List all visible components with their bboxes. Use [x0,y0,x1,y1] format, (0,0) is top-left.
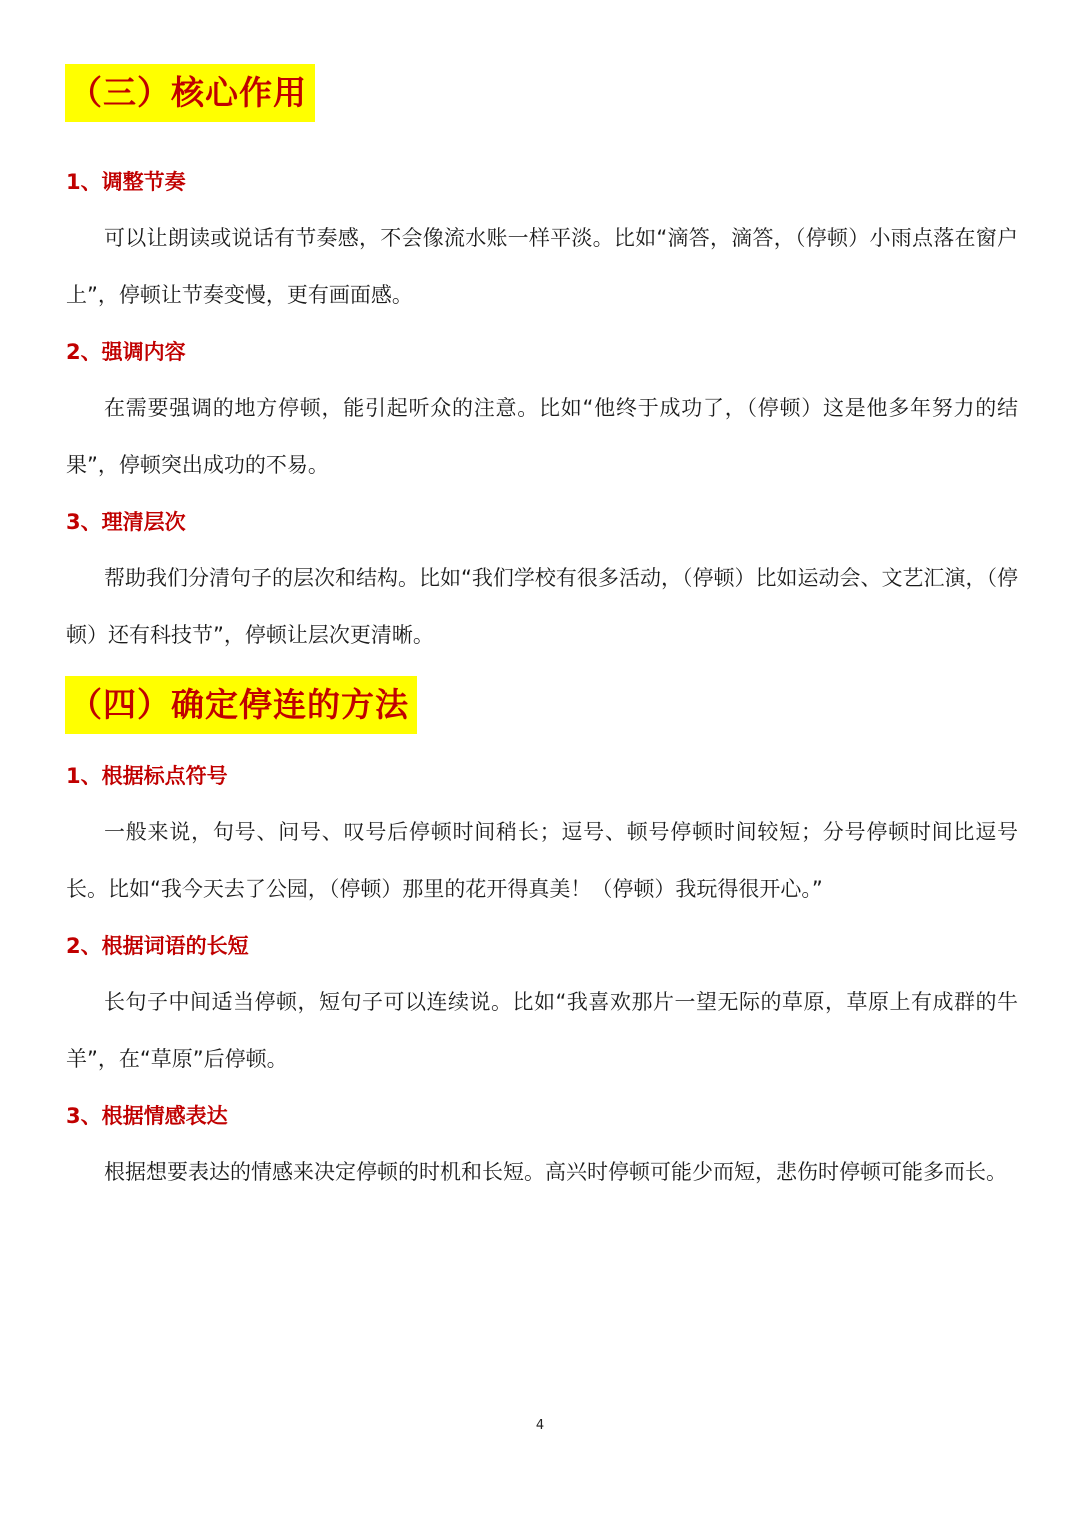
item-title: 3、根据情感表达 [66,1104,228,1128]
item-title: 2、强调内容 [66,340,186,364]
item-text: 可以让朗读或说话有节奏感，不会像流水账一样平淡。比如“滴答，滴答，（停顿）小雨点落在窗户上”，停顿让节奏变慢，更有画面感。 [66,226,1018,307]
item-title: 3、理清层次 [66,510,186,534]
item-text: 长句子中间适当停顿，短句子可以连续说。比如“我喜欢那片一望无际的草原，草原上有成群的牛羊”，在“草原”后停顿。 [66,990,1018,1071]
item-text: 根据想要表达的情感来决定停顿的时机和长短。高兴时停顿可能少而短，悲伤时停顿可能多而长。 [104,1160,1007,1184]
item-title: 1、调整节奏 [66,170,186,194]
section-heading: （三）核心作用 [65,64,315,122]
item-title: 1、根据标点符号 [66,764,228,788]
item-text: 一般来说，句号、问号、叹号后停顿时间稍长；逗号、顿号停顿时间较短；分号停顿时间比逗号长。比如“我今天去了公园，（停顿）那里的花开得真美！（停顿）我玩得很开心。” [66,820,1018,901]
item-text: 帮助我们分清句子的层次和结构。比如“我们学校有很多活动，（停顿）比如运动会、文艺汇演，（停顿）还有科技节”，停顿让层次更清晰。 [66,566,1018,647]
page-number: 4 [535,1418,545,1433]
section-heading: （四）确定停连的方法 [65,676,417,734]
item-text: 在需要强调的地方停顿，能引起听众的注意。比如“他终于成功了，（停顿）这是他多年努力的结果”，停顿突出成功的不易。 [66,396,1018,477]
item-title: 2、根据词语的长短 [66,934,249,958]
